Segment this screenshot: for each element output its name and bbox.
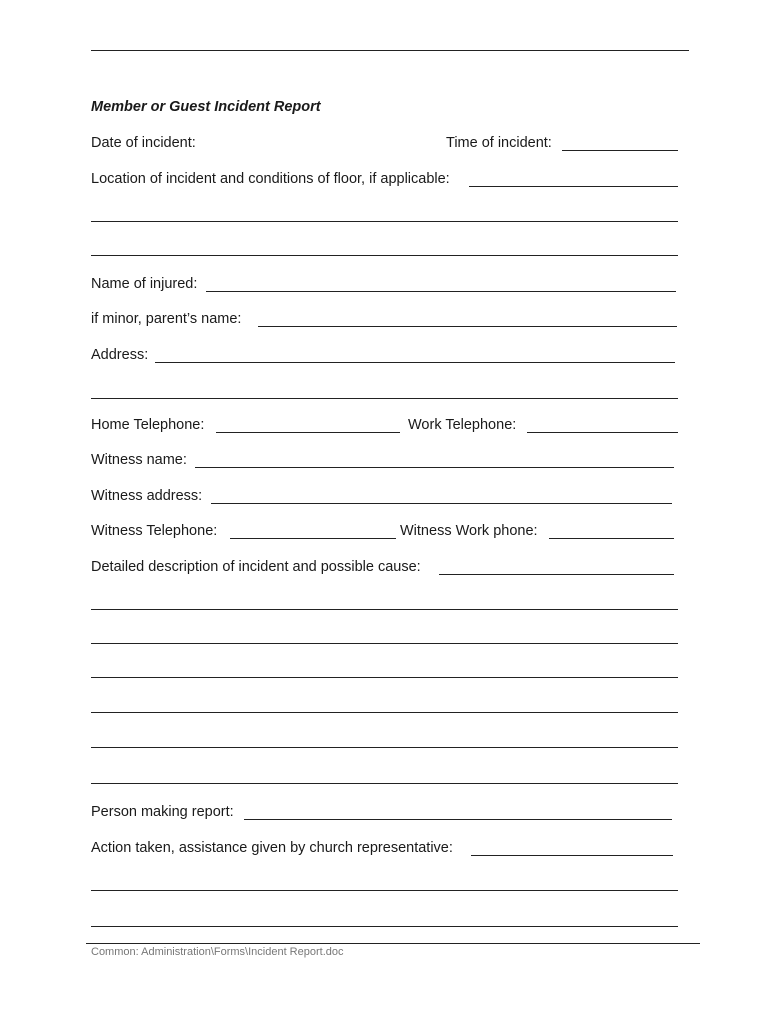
footer-rule [86,943,700,944]
location-line-3[interactable] [91,255,678,256]
witness-address-line[interactable] [211,503,672,504]
description-line-7[interactable] [91,783,678,784]
witness-work-phone-line[interactable] [549,538,674,539]
witness-name-line[interactable] [195,467,674,468]
home-telephone-line[interactable] [216,432,400,433]
address-line-1[interactable] [155,362,675,363]
witness-telephone-label: Witness Telephone: [91,523,218,539]
action-taken-line-1[interactable] [471,855,673,856]
name-of-injured-label: Name of injured: [91,276,198,292]
person-making-report-line[interactable] [244,819,672,820]
date-of-incident-label: Date of incident: [91,135,196,151]
time-of-incident-line[interactable] [562,150,678,151]
home-telephone-label: Home Telephone: [91,417,205,433]
action-taken-label: Action taken, assistance given by church representative: [91,840,453,856]
location-label: Location of incident and conditions of floor, if applicable: [91,171,450,187]
witness-address-label: Witness address: [91,488,203,504]
top-rule [91,50,689,51]
name-of-injured-line[interactable] [206,291,676,292]
witness-telephone-line[interactable] [230,538,396,539]
witness-work-phone-label: Witness Work phone: [400,523,538,539]
description-line-2[interactable] [91,609,678,610]
form-title: Member or Guest Incident Report [91,99,321,115]
parent-name-line[interactable] [258,326,677,327]
work-telephone-line[interactable] [527,432,678,433]
footer-path: Common: Administration\Forms\Incident Report.doc [91,946,344,958]
description-line-3[interactable] [91,643,678,644]
description-line-6[interactable] [91,747,678,748]
address-line-2[interactable] [91,398,678,399]
witness-name-label: Witness name: [91,452,187,468]
time-of-incident-label: Time of incident: [446,135,552,151]
address-label: Address: [91,347,149,363]
description-line-5[interactable] [91,712,678,713]
description-line-1[interactable] [439,574,674,575]
parent-name-label: if minor, parent’s name: [91,311,242,327]
location-line-2[interactable] [91,221,678,222]
description-label: Detailed description of incident and possible cause: [91,559,421,575]
person-making-report-label: Person making report: [91,804,234,820]
location-line-1[interactable] [469,186,678,187]
description-line-4[interactable] [91,677,678,678]
action-taken-line-2[interactable] [91,890,678,891]
work-telephone-label: Work Telephone: [408,417,517,433]
action-taken-line-3[interactable] [91,926,678,927]
